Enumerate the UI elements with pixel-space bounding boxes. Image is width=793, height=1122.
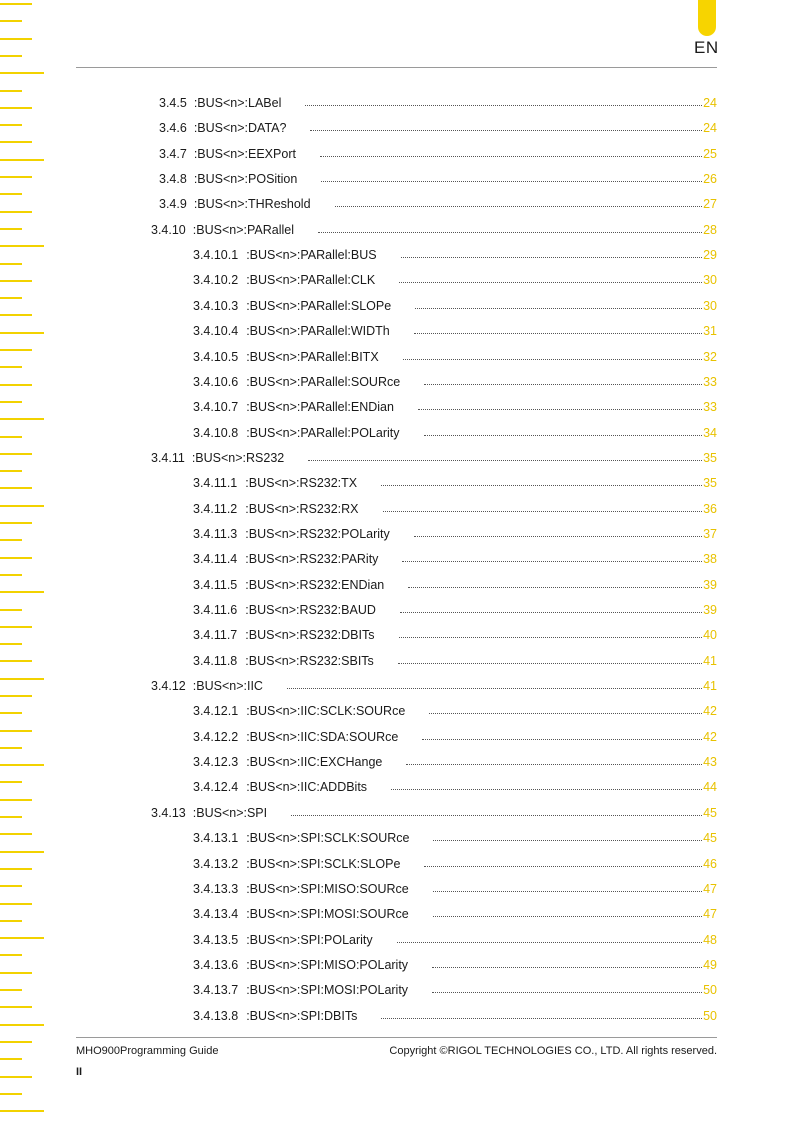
ruler-tick: [0, 522, 32, 524]
toc-entry-number: 3.4.5: [159, 96, 187, 110]
ruler-tick: [0, 453, 32, 455]
toc-entry-title: :BUS<n>:SPI:SCLK:SLOPe: [246, 857, 401, 871]
ruler-tick: [0, 557, 32, 559]
ruler-tick: [0, 470, 22, 472]
toc-entry-number: 3.4.6: [159, 121, 187, 135]
toc-entry-number: 3.4.13.8: [193, 1009, 239, 1023]
toc-entry-title: :BUS<n>:PARallel:BITX: [246, 350, 379, 364]
toc-leader-dots: [383, 500, 703, 512]
toc-leader-dots: [418, 398, 702, 410]
ruler-tick: [0, 1093, 22, 1095]
toc-leader-dots: [318, 221, 702, 233]
toc-entry-number: 3.4.10.8: [193, 426, 239, 440]
toc-entry-page[interactable]: 24: [703, 121, 717, 135]
side-ruler: [0, 0, 50, 1122]
toc-entry-number: 3.4.11.4: [193, 552, 238, 566]
ruler-tick: [0, 349, 32, 351]
toc-leader-dots: [398, 652, 702, 664]
toc-entry-number: 3.4.12.4: [193, 780, 239, 794]
toc-entry-page[interactable]: 46: [703, 857, 717, 871]
toc-leader-dots: [433, 880, 702, 892]
ruler-tick: [0, 505, 44, 507]
toc-entry-number: 3.4.8: [159, 172, 187, 186]
toc-entry[interactable]: [193, 1007, 717, 1025]
toc-leader-dots: [422, 728, 702, 740]
ruler-tick: [0, 90, 22, 92]
footer-rule: [76, 1037, 717, 1038]
toc-entry[interactable]: [193, 271, 717, 289]
toc-leader-dots: [310, 119, 702, 131]
toc-entry-number: 3.4.11.1: [193, 476, 238, 490]
toc-entry-number: 3.4.13.1: [193, 831, 239, 845]
toc-entry-title: :BUS<n>:IIC: [192, 679, 263, 693]
ruler-tick: [0, 954, 22, 956]
toc-entry-page[interactable]: 47: [703, 907, 717, 921]
toc-entry-page[interactable]: 38: [703, 552, 717, 566]
toc-entry[interactable]: [193, 728, 717, 746]
toc-entry-title: :BUS<n>:IIC:SCLK:SOURce: [246, 704, 406, 718]
toc-entry-page[interactable]: 40: [703, 628, 717, 642]
ruler-tick: [0, 487, 32, 489]
toc-leader-dots: [406, 753, 702, 765]
ruler-tick: [0, 401, 22, 403]
ruler-tick: [0, 1076, 32, 1078]
toc-entry[interactable]: [159, 119, 717, 137]
toc-entry-page[interactable]: 24: [703, 96, 717, 110]
ruler-tick: [0, 695, 32, 697]
toc-entry-title: :BUS<n>:LABel: [193, 96, 282, 110]
toc-entry[interactable]: [151, 804, 717, 822]
toc-entry-title: :BUS<n>:PARallel:SOURce: [246, 375, 401, 389]
toc-leader-dots: [320, 145, 702, 157]
toc-entry[interactable]: [151, 221, 717, 239]
toc-entry-page[interactable]: 45: [703, 806, 717, 820]
ruler-tick: [0, 314, 32, 316]
toc-entry-title: :BUS<n>:RS232:POLarity: [245, 527, 390, 541]
toc-entry-page[interactable]: 35: [703, 476, 717, 490]
toc-entry[interactable]: [193, 348, 717, 366]
ruler-tick: [0, 972, 32, 974]
ruler-tick: [0, 591, 44, 593]
toc-entry-page[interactable]: 42: [703, 730, 717, 744]
ruler-tick: [0, 643, 22, 645]
ruler-tick: [0, 851, 44, 853]
toc-entry-number: 3.4.10.6: [193, 375, 239, 389]
toc-leader-dots: [403, 348, 702, 360]
toc-entry-number: 3.4.11.6: [193, 603, 238, 617]
toc-entry-number: 3.4.10.7: [193, 400, 239, 414]
toc-entry-number: 3.4.13.4: [193, 907, 239, 921]
toc-leader-dots: [381, 474, 702, 486]
toc-entry-title: :BUS<n>:PARallel:WIDTh: [246, 324, 390, 338]
header-rule: [76, 67, 717, 68]
toc-entry-title: :BUS<n>:THReshold: [193, 197, 311, 211]
toc-entry[interactable]: [193, 576, 717, 594]
toc-entry[interactable]: [193, 931, 717, 949]
ruler-tick: [0, 730, 32, 732]
ruler-tick: [0, 263, 22, 265]
toc-entry[interactable]: [193, 398, 717, 416]
toc-entry-title: :BUS<n>:RS232:BAUD: [245, 603, 376, 617]
ruler-tick: [0, 3, 32, 5]
toc-entry-page[interactable]: 33: [703, 400, 717, 414]
toc-entry-page[interactable]: 49: [703, 958, 717, 972]
toc-entry-page[interactable]: 47: [703, 882, 717, 896]
toc-leader-dots: [415, 297, 702, 309]
toc-entry-page[interactable]: 42: [703, 704, 717, 718]
footer-page-number: II: [76, 1066, 83, 1078]
toc-leader-dots: [414, 525, 702, 537]
ruler-tick: [0, 712, 22, 714]
toc-entry-page[interactable]: 28: [703, 223, 717, 237]
toc-entry-title: :BUS<n>:SPI:MOSI:POLarity: [246, 983, 409, 997]
toc-leader-dots: [424, 373, 702, 385]
toc-entry-title: :BUS<n>:RS232:SBITs: [245, 654, 374, 668]
footer-doc-title: MHO900Programming Guide: [76, 1045, 219, 1057]
ruler-tick: [0, 366, 22, 368]
toc-entry-page[interactable]: 41: [703, 679, 717, 693]
ruler-tick: [0, 539, 22, 541]
toc-entry-number: 3.4.10.4: [193, 324, 239, 338]
toc-entry-number: 3.4.7: [159, 147, 187, 161]
ruler-tick: [0, 20, 22, 22]
toc-entry-number: 3.4.12.1: [193, 704, 239, 718]
ruler-tick: [0, 799, 32, 801]
toc-entry[interactable]: [193, 525, 717, 543]
toc-entry-number: 3.4.13.6: [193, 958, 239, 972]
toc-entry-title: :BUS<n>:SPI:MISO:SOURce: [246, 882, 409, 896]
toc-entry-title: :BUS<n>:SPI:MISO:POLarity: [246, 958, 409, 972]
toc-leader-dots: [287, 677, 702, 689]
toc-entry[interactable]: [151, 677, 717, 695]
toc-entry-title: :BUS<n>:SPI:DBITs: [246, 1009, 358, 1023]
ruler-tick: [0, 1006, 32, 1008]
toc-entry-title: :BUS<n>:PARallel:POLarity: [246, 426, 400, 440]
toc-entry-page[interactable]: 50: [703, 983, 717, 997]
toc-entry-number: 3.4.12: [151, 679, 186, 693]
toc-entry-number: 3.4.12.3: [193, 755, 239, 769]
toc-entry-page[interactable]: 48: [703, 933, 717, 947]
toc-entry-number: 3.4.11.2: [193, 502, 238, 516]
toc-entry[interactable]: [193, 855, 717, 873]
toc-entry-title: :BUS<n>:RS232:RX: [245, 502, 359, 516]
ruler-tick: [0, 764, 44, 766]
toc-entry-title: :BUS<n>:SPI: [192, 806, 268, 820]
toc-entry-number: 3.4.11.8: [193, 654, 238, 668]
ruler-tick: [0, 626, 32, 628]
toc-entry-number: 3.4.11.5: [193, 578, 238, 592]
ruler-tick: [0, 747, 22, 749]
ruler-tick: [0, 141, 32, 143]
toc-entry-number: 3.4.11: [151, 451, 185, 465]
toc-entry-page[interactable]: 27: [703, 197, 717, 211]
toc-entry-page[interactable]: 31: [703, 324, 717, 338]
toc-entry-title: :BUS<n>:IIC:EXCHange: [246, 755, 383, 769]
toc-entry-title: :BUS<n>:SPI:SCLK:SOURce: [246, 831, 410, 845]
ruler-tick: [0, 297, 22, 299]
toc-leader-dots: [433, 829, 702, 841]
toc-entry-page[interactable]: 30: [703, 299, 717, 313]
toc-entry-page[interactable]: 30: [703, 273, 717, 287]
ruler-tick: [0, 920, 22, 922]
ruler-tick: [0, 885, 22, 887]
toc-entry-number: 3.4.12.2: [193, 730, 239, 744]
ruler-tick: [0, 159, 44, 161]
toc-entry-title: :BUS<n>:PARallel: [192, 223, 294, 237]
toc-entry-title: :BUS<n>:PARallel:BUS: [246, 248, 377, 262]
toc-entry[interactable]: [193, 246, 717, 264]
ruler-tick: [0, 781, 22, 783]
toc-entry-title: :BUS<n>:SPI:POLarity: [246, 933, 373, 947]
toc-entry-number: 3.4.10.1: [193, 248, 239, 262]
toc-leader-dots: [321, 170, 702, 182]
toc-entry[interactable]: [193, 424, 717, 442]
toc-entry-number: 3.4.13.2: [193, 857, 239, 871]
toc-leader-dots: [433, 905, 702, 917]
toc-entry-number: 3.4.13.7: [193, 983, 239, 997]
toc-entry-title: :BUS<n>:PARallel:CLK: [246, 273, 376, 287]
toc-leader-dots: [305, 94, 702, 106]
ruler-tick: [0, 989, 22, 991]
ruler-tick: [0, 868, 32, 870]
toc-entry-number: 3.4.11.3: [193, 527, 238, 541]
toc-entry-title: :BUS<n>:RS232:PARity: [245, 552, 379, 566]
toc-entry-page[interactable]: 36: [703, 502, 717, 516]
toc-leader-dots: [397, 931, 702, 943]
ruler-tick: [0, 816, 22, 818]
ruler-tick: [0, 833, 32, 835]
toc-entry-title: :BUS<n>:IIC:SDA:SOURce: [246, 730, 399, 744]
toc-entry-title: :BUS<n>:RS232:ENDian: [245, 578, 385, 592]
ruler-tick: [0, 1024, 44, 1026]
toc-entry[interactable]: [193, 500, 717, 518]
toc-entry-number: 3.4.10.3: [193, 299, 239, 313]
toc-leader-dots: [399, 271, 702, 283]
ruler-tick: [0, 660, 32, 662]
ruler-tick: [0, 176, 32, 178]
toc-entry[interactable]: [159, 94, 717, 112]
toc-entry[interactable]: [193, 880, 717, 898]
ruler-tick: [0, 72, 44, 74]
toc-entry[interactable]: [193, 981, 717, 999]
toc-entry[interactable]: [193, 297, 717, 315]
toc-entry[interactable]: [193, 753, 717, 771]
toc-entry[interactable]: [159, 195, 717, 213]
ruler-tick: [0, 332, 44, 334]
toc-entry-page[interactable]: 43: [703, 755, 717, 769]
toc-entry[interactable]: [159, 145, 717, 163]
ruler-tick: [0, 228, 22, 230]
toc-entry-title: :BUS<n>:IIC:ADDBits: [246, 780, 368, 794]
language-tab: [698, 0, 716, 36]
ruler-tick: [0, 574, 22, 576]
ruler-tick: [0, 245, 44, 247]
toc-entry[interactable]: [159, 170, 717, 188]
toc-leader-dots: [335, 195, 703, 207]
ruler-tick: [0, 55, 22, 57]
toc-entry-page[interactable]: 26: [703, 172, 717, 186]
toc-entry-page[interactable]: 45: [703, 831, 717, 845]
toc-entry-number: 3.4.13: [151, 806, 186, 820]
ruler-tick: [0, 280, 32, 282]
toc-entry-number: 3.4.10.2: [193, 273, 239, 287]
toc-entry-number: 3.4.10: [151, 223, 186, 237]
toc-entry-title: :BUS<n>:PARallel:ENDian: [246, 400, 394, 414]
toc-entry-page[interactable]: 39: [703, 578, 717, 592]
ruler-tick: [0, 937, 44, 939]
toc-entry-number: 3.4.10.5: [193, 350, 239, 364]
ruler-tick: [0, 1110, 44, 1112]
toc-entry[interactable]: [193, 550, 717, 568]
toc-entry-title: :BUS<n>:PARallel:SLOPe: [246, 299, 392, 313]
toc-entry[interactable]: [193, 322, 717, 340]
toc-entry-title: :BUS<n>:SPI:MOSI:SOURce: [246, 907, 409, 921]
toc-entry[interactable]: [193, 956, 717, 974]
toc-leader-dots: [400, 601, 702, 613]
toc-entry-number: 3.4.13.3: [193, 882, 239, 896]
toc-entry-number: 3.4.9: [159, 197, 187, 211]
toc-entry-page[interactable]: 32: [703, 350, 717, 364]
toc-leader-dots: [401, 246, 703, 258]
toc-leader-dots: [424, 855, 702, 867]
toc-entry[interactable]: [193, 905, 717, 923]
ruler-tick: [0, 903, 32, 905]
ruler-tick: [0, 384, 32, 386]
toc-entry[interactable]: [193, 601, 717, 619]
ruler-tick: [0, 124, 22, 126]
toc-entry[interactable]: [193, 778, 717, 796]
toc-entry-title: :BUS<n>:POSition: [193, 172, 298, 186]
ruler-tick: [0, 1041, 32, 1043]
toc-entry-number: 3.4.13.5: [193, 933, 239, 947]
toc-leader-dots: [391, 778, 702, 790]
toc-entry-title: :BUS<n>:RS232:DBITs: [245, 628, 375, 642]
toc-entry-page[interactable]: 34: [703, 426, 717, 440]
toc-leader-dots: [429, 702, 702, 714]
ruler-tick: [0, 38, 32, 40]
toc-leader-dots: [402, 550, 702, 562]
toc-entry-page[interactable]: 25: [703, 147, 717, 161]
toc-leader-dots: [414, 322, 702, 334]
toc-entry-page[interactable]: 33: [703, 375, 717, 389]
toc-entry-page[interactable]: 50: [703, 1009, 717, 1023]
toc-leader-dots: [432, 956, 702, 968]
ruler-tick: [0, 678, 44, 680]
toc-leader-dots: [424, 424, 703, 436]
toc-entry-title: :BUS<n>:EEXPort: [193, 147, 296, 161]
toc-entry-number: 3.4.11.7: [193, 628, 238, 642]
toc-leader-dots: [291, 804, 702, 816]
ruler-tick: [0, 193, 22, 195]
language-label: EN: [694, 38, 719, 57]
toc-entry[interactable]: [193, 474, 717, 492]
toc-entry-title: :BUS<n>:RS232:TX: [245, 476, 358, 490]
toc-entry-page[interactable]: 37: [703, 527, 717, 541]
ruler-tick: [0, 436, 22, 438]
toc-entry-page[interactable]: 29: [703, 248, 717, 262]
toc-leader-dots: [381, 1007, 702, 1019]
toc-entry-title: :BUS<n>:DATA?: [193, 121, 287, 135]
toc-entry-title: :BUS<n>:RS232: [191, 451, 285, 465]
toc-leader-dots: [432, 981, 702, 993]
toc-leader-dots: [408, 576, 702, 588]
toc-leader-dots: [308, 449, 702, 461]
toc-entry-page[interactable]: 41: [703, 654, 717, 668]
ruler-tick: [0, 1058, 22, 1060]
toc-entry[interactable]: [193, 626, 717, 644]
toc-leader-dots: [399, 626, 703, 638]
toc-entry[interactable]: [193, 652, 717, 670]
ruler-tick: [0, 418, 44, 420]
toc-entry[interactable]: [193, 829, 717, 847]
toc-entry-page[interactable]: 35: [703, 451, 717, 465]
footer-copyright: Copyright ©RIGOL TECHNOLOGIES CO., LTD. All rights reserved.: [389, 1045, 717, 1057]
ruler-tick: [0, 211, 32, 213]
ruler-tick: [0, 107, 32, 109]
ruler-tick: [0, 609, 22, 611]
toc-entry-page[interactable]: 39: [703, 603, 717, 617]
toc-entry-page[interactable]: 44: [703, 780, 717, 794]
toc-entry[interactable]: [193, 702, 717, 720]
toc-entry[interactable]: [193, 373, 717, 391]
toc-entry[interactable]: [151, 449, 717, 467]
